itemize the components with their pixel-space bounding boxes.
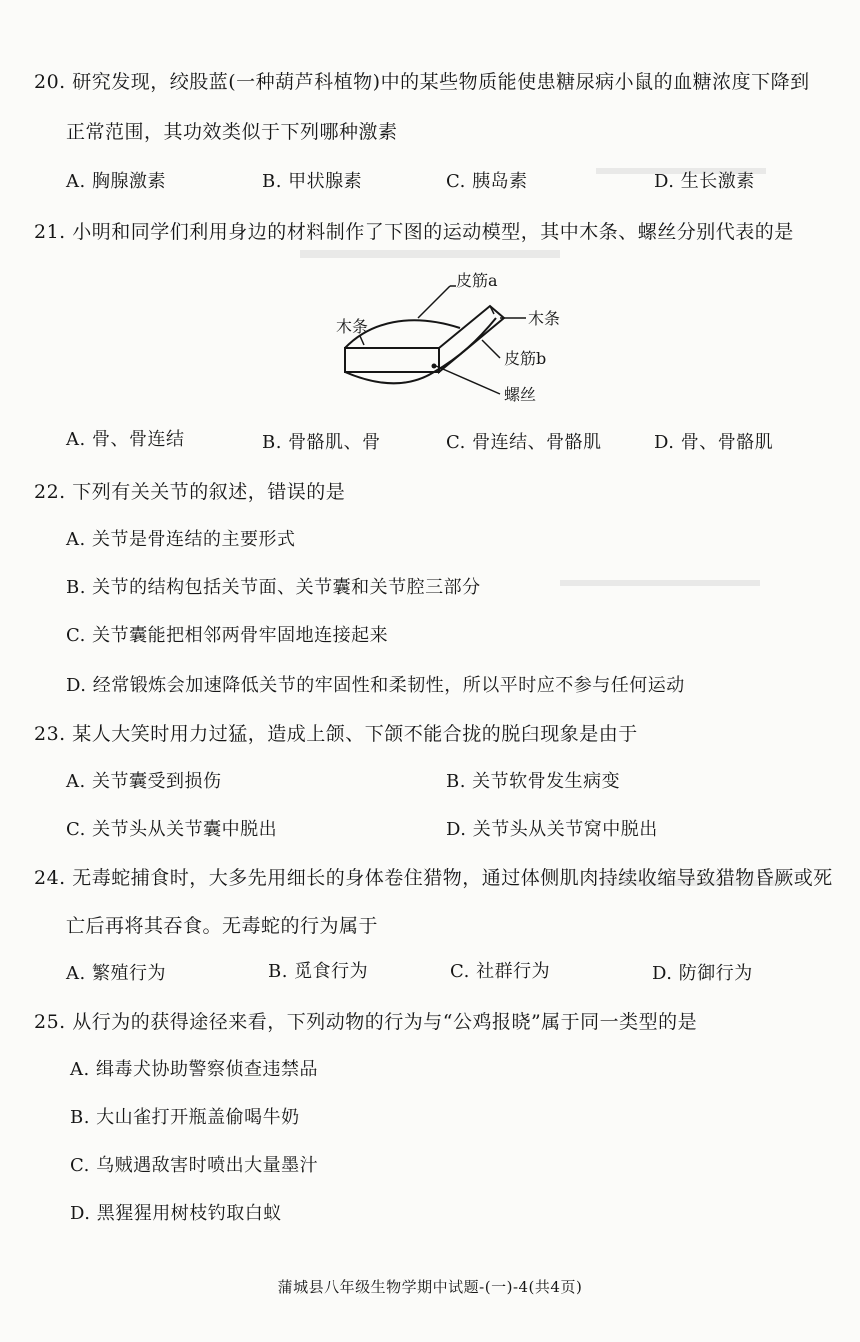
label-stick-right: 木条	[528, 309, 561, 328]
question-22-option-a: A. 关节是骨连结的主要形式	[66, 529, 296, 550]
page-footer: 蒲城县八年级生物学期中试题-(一)-4(共4页)	[277, 1278, 583, 1296]
question-22-option-c: C. 关节囊能把相邻两骨牢固地连接起来	[66, 625, 389, 646]
question-20-option-c: C. 胰岛素	[446, 171, 528, 192]
label-screw: 螺丝	[504, 385, 537, 404]
scan-noise	[300, 250, 560, 258]
question-25-option-b: B. 大山雀打开瓶盖偷喝牛奶	[70, 1107, 300, 1128]
question-22-line-1: 22. 下列有关关节的叙述，错误的是	[34, 481, 346, 503]
question-21-option-b: B. 骨骼肌、骨	[262, 432, 381, 453]
question-24-option-a: A. 繁殖行为	[66, 963, 166, 984]
question-25-option-a: A. 缉毒犬协助警察侦查违禁品	[70, 1059, 318, 1080]
label-rubber-band-a: 皮筋a	[456, 271, 498, 290]
question-21-line-1: 21. 小明和同学们利用身边的材料制作了下图的运动模型，其中木条、螺丝分别代表的是	[34, 221, 794, 243]
question-21-option-a: A. 骨、骨连结	[66, 429, 185, 450]
screw-dot	[432, 364, 437, 369]
question-24-option-b: B. 觅食行为	[268, 961, 369, 982]
question-23-line-1: 23. 某人大笑时用力过猛，造成上颌、下颌不能合拢的脱臼现象是由于	[34, 723, 638, 745]
label-stick-left: 木条	[336, 317, 369, 336]
horizontal-stick	[345, 348, 439, 372]
question-23-option-d: D. 关节头从关节窝中脱出	[446, 819, 658, 840]
question-22-option-b: B. 关节的结构包括关节面、关节囊和关节腔三部分	[66, 577, 481, 598]
question-20-option-b: B. 甲状腺素	[262, 171, 363, 192]
question-24-line-1: 24. 无毒蛇捕食时，大多先用细长的身体卷住猎物，通过体侧肌肉持续收缩导致猎物昏厥或死	[34, 867, 833, 889]
question-24-option-d: D. 防御行为	[652, 963, 753, 984]
question-20-line-2: 正常范围，其功效类似于下列哪种激素	[66, 121, 398, 143]
question-25-option-d: D. 黑猩猩用树枝钓取白蚁	[70, 1203, 282, 1224]
question-25-option-c: C. 乌贼遇敌害时喷出大量墨汁	[70, 1155, 319, 1176]
question-21-option-c: C. 骨连结、骨骼肌	[446, 432, 602, 453]
question-22-option-d: D. 经常锻炼会加速降低关节的牢固性和柔韧性，所以平时应不参与任何运动	[66, 675, 685, 696]
scan-noise	[560, 580, 760, 586]
question-24-line-2: 亡后再将其吞食。无毒蛇的行为属于	[66, 915, 379, 937]
question-20-option-a: A. 胸腺激素	[66, 171, 166, 192]
question-21-option-d: D. 骨、骨骼肌	[654, 432, 774, 453]
question-23-option-c: C. 关节头从关节囊中脱出	[66, 819, 278, 840]
question-20-line-1: 20. 研究发现，绞股蓝(一种葫芦科植物)中的某些物质能使患糖尿病小鼠的血糖浓度下降到	[34, 71, 810, 93]
label-rubber-band-b: 皮筋b	[504, 349, 547, 368]
question-24-option-c: C. 社群行为	[450, 961, 551, 982]
question-20-option-d: D. 生长激素	[654, 171, 755, 192]
question-23-option-a: A. 关节囊受到损伤	[66, 771, 222, 792]
movement-model-diagram	[300, 262, 600, 412]
question-25-line-1: 25. 从行为的获得途径来看，下列动物的行为与“公鸡报晓”属于同一类型的是	[34, 1011, 698, 1033]
question-23-option-b: B. 关节软骨发生病变	[446, 771, 621, 792]
